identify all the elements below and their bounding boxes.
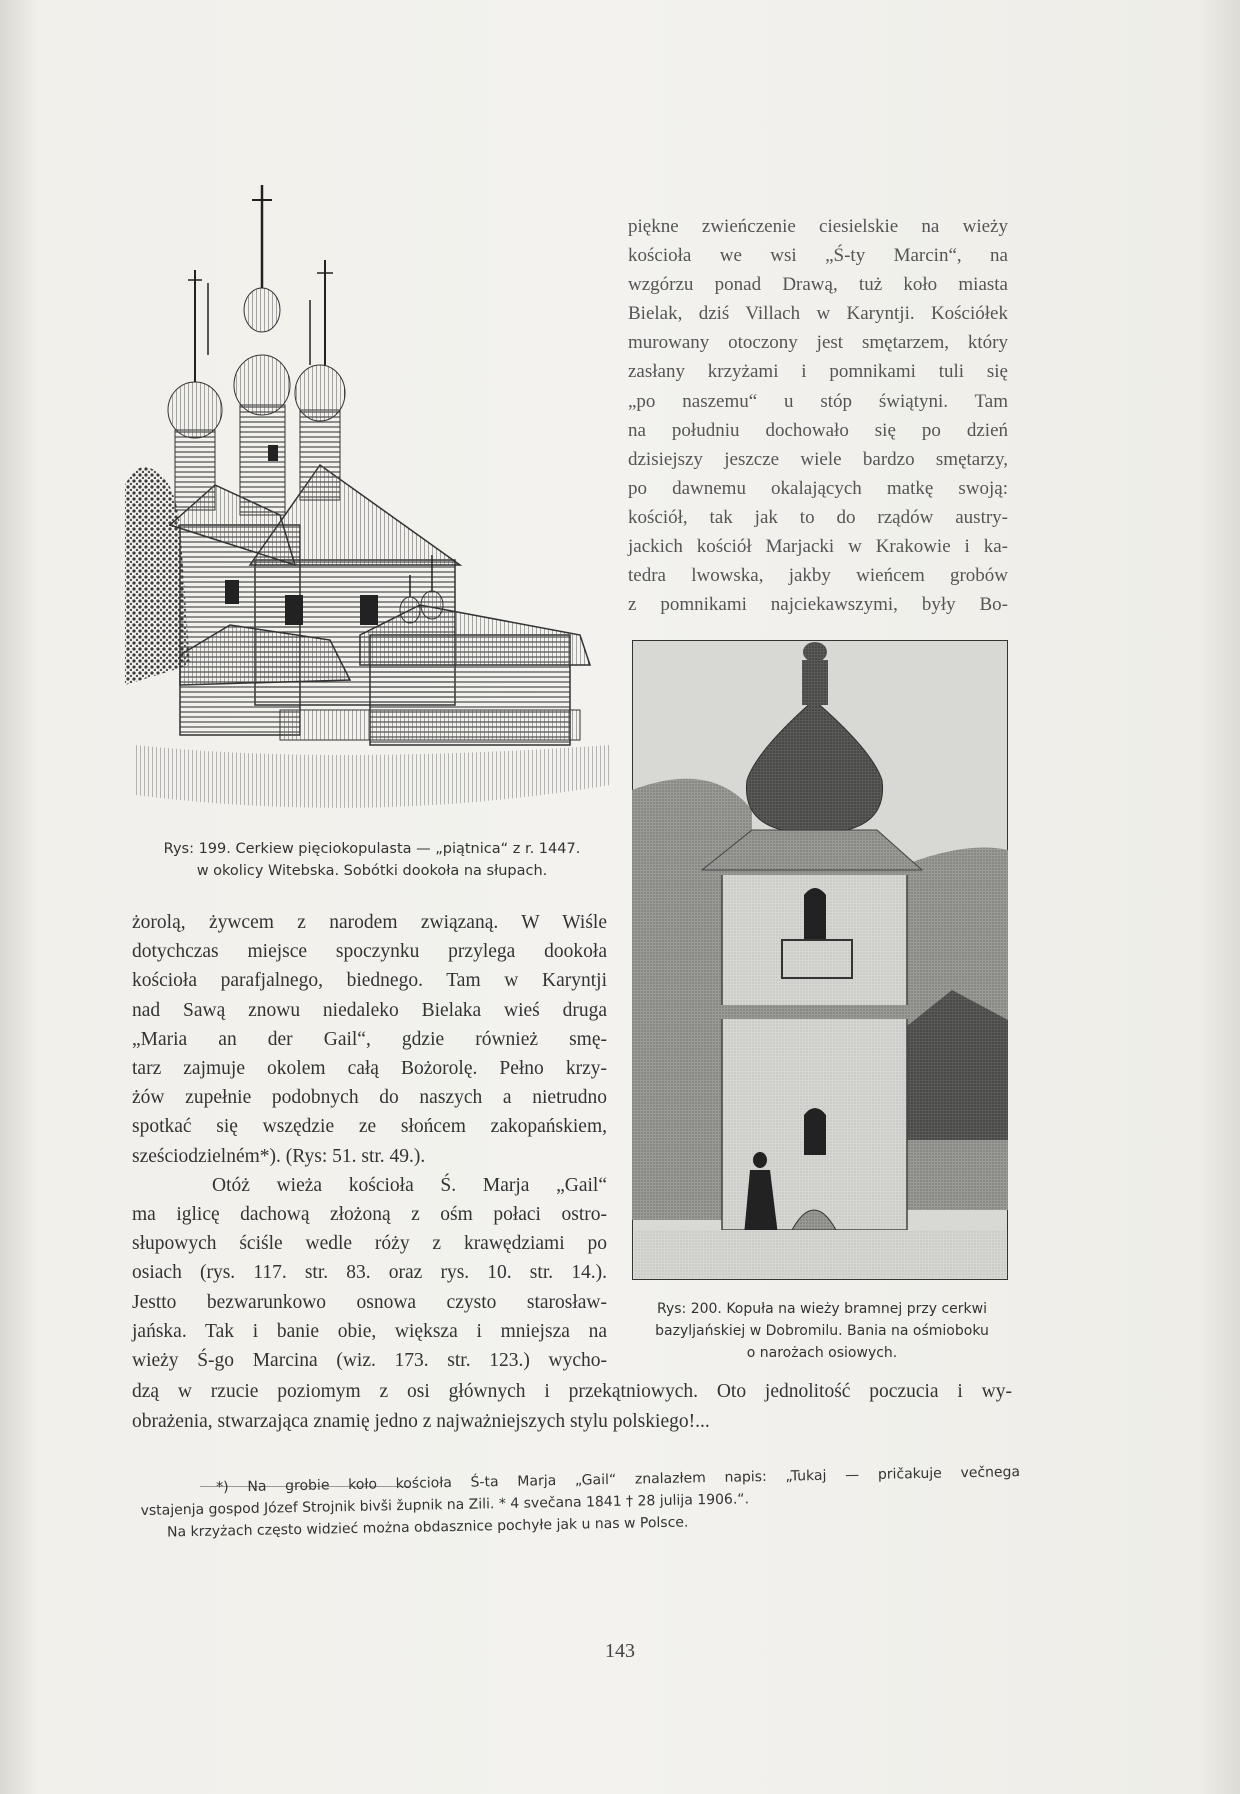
- footnotes: [140, 1461, 1021, 1544]
- text-line: słupowych ściśle wedle róży z krawędziami po: [132, 1233, 607, 1255]
- text-line: zasłany krzyżami i pomnikami tuli się: [628, 361, 1008, 383]
- text-line: dotychczas miejsce spoczynku przylega dookoła: [132, 941, 607, 963]
- footnote-line: vstajenja gospod Józef Strojnik bivši župnik na Zili. * 4 svečana 1841 † 28 julija 1906.“.: [140, 1491, 750, 1519]
- figure2-caption-line2: bazyljańskiej w Dobromilu. Bania na ośmioboku: [655, 1323, 989, 1339]
- text-line: wieży Ś-go Marcina (wiz. 173. str. 123.) wycho-: [132, 1350, 607, 1372]
- footnote-line: Na krzyżach często widzieć można obdasznice pochyłe jak u nas w Polsce.: [166, 1514, 689, 1541]
- figure2-caption-line3: o narożach osiowych.: [746, 1345, 898, 1361]
- text-line: Otóż wieża kościoła Ś. Marja „Gail“: [212, 1174, 607, 1196]
- text-line: piękne zwieńczenie ciesielskie na wieży: [628, 216, 1008, 237]
- text-line: po dawnemu okalających matkę swoją:: [628, 477, 1008, 499]
- text-line: jańska. Tak i banie obie, większa i mniejsza na: [132, 1320, 607, 1342]
- text-line: żów zupełnie podobnych do naszych a nietrudno: [132, 1087, 607, 1109]
- figure1-caption-line2: w okolicy Witebska. Sobótki dookoła na słupach.: [196, 863, 548, 879]
- text-line: nad Sawą znowu niedaleko Bielaka wieś druga: [132, 999, 607, 1021]
- text-line: „po naszemu“ u stóp świątyni. Tam: [628, 390, 1008, 412]
- figure-church-engraving: [120, 185, 610, 825]
- text-line: ma iglicę dachową złożoną z ośm połaci ostro-: [132, 1204, 607, 1226]
- text-line: spotkać się wszędzie ze słońcem zakopańskiem,: [132, 1116, 607, 1138]
- tower-illustration: [632, 640, 1008, 1280]
- page-number: 143: [605, 1640, 635, 1662]
- text-line: kościoła parafjalnego, biednego. Tam w Karyntji: [132, 970, 607, 992]
- text-line: dzisiejszy jeszcze wiele bardzo smętarzy,: [628, 448, 1008, 470]
- text-line: murowany otoczony jest smętarzem, który: [628, 332, 1008, 354]
- text-line: tedra lwowska, jakby wieńcem grobów: [628, 565, 1008, 587]
- text-line: dzą w rzucie poziomym z osi głównych i przekątniowych. Oto jednolitość poczucia i wy-: [132, 1381, 1012, 1402]
- footnote-line: *) Na grobie koło kościoła Ś-ta Marja „Gail“ znalazłem napis: „Tukaj — pričakuje večnega: [216, 1464, 1021, 1496]
- church-illustration: [120, 185, 610, 825]
- text-line: Bielak, dziś Villach w Karyntji. Kościółek: [628, 303, 1008, 325]
- text-line: kościoła we wsi „Ś-ty Marcin“, na: [628, 245, 1008, 267]
- figure1-caption: [132, 838, 612, 882]
- text-line: tarz zajmuje okolem całą Bożorolę. Pełno krzy-: [132, 1058, 607, 1080]
- text-line: z pomnikami najciekawszymi, były Bo-: [628, 594, 1008, 616]
- text-line: na południu dochowało się po dzień: [628, 419, 1008, 441]
- text-line: kościół, tak jak to do rządów austry-: [628, 506, 1008, 528]
- text-line: „Maria an der Gail“, gdzie również smę-: [132, 1028, 607, 1050]
- text-line: obrażenia, stwarzająca znamię jedno z najważniejszych stylu polskiego!...: [132, 1411, 710, 1432]
- full-width-text: [132, 1377, 1012, 1437]
- text-line: osiach (rys. 117. str. 83. oraz rys. 10. str. 14.).: [132, 1262, 607, 1284]
- text-line: sześciodzielném*). (Rys: 51. str. 49.).: [132, 1145, 426, 1167]
- text-line: jackich kościół Marjacki w Krakowie i ka-: [628, 536, 1008, 558]
- right-column-text: [628, 212, 1008, 619]
- left-column-text: [132, 908, 607, 1375]
- figure2-caption-line1: Rys: 200. Kopuła na wieży bramnej przy cerkwi: [656, 1301, 987, 1317]
- figure-tower-photo: [632, 640, 1008, 1280]
- figure1-caption-line1: Rys: 199. Cerkiew pięciokopulasta — „piątnica“ z r. 1447.: [163, 841, 581, 857]
- figure2-caption: [628, 1298, 1016, 1364]
- text-line: żorolą, żywcem z narodem związaną. W Wiśle: [132, 912, 607, 933]
- text-line: Jestto bezwarunkowo osnowa czysto starosław-: [132, 1291, 607, 1313]
- text-line: wzgórzu ponad Drawą, tuż koło miasta: [628, 274, 1008, 296]
